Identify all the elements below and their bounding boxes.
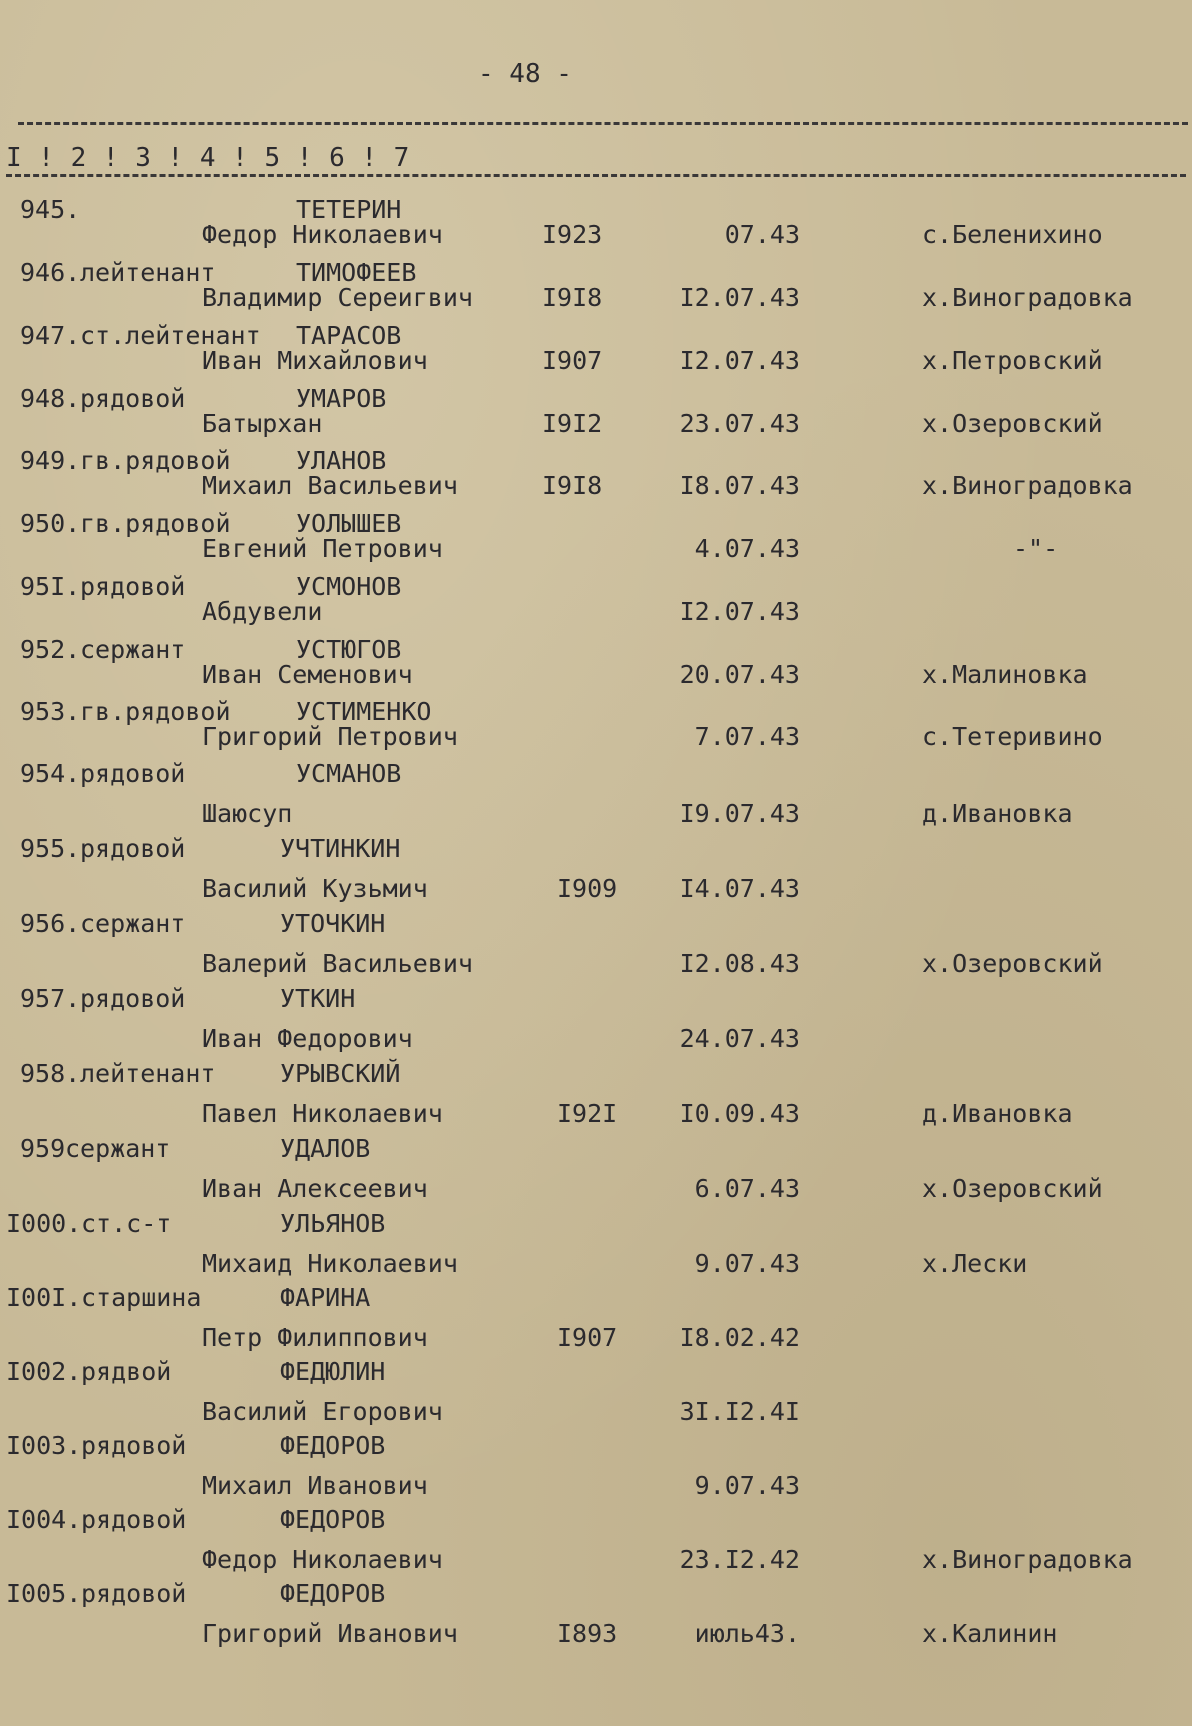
record-number: I00I. <box>6 1283 82 1312</box>
record-rank: рядовой <box>81 1431 187 1460</box>
record-rank: рядовой <box>81 1505 187 1534</box>
record-death-date: I0.09.43 <box>679 1099 800 1128</box>
record-rank: лейтенант <box>80 1059 216 1088</box>
record-surname: УЛАНОВ <box>296 446 387 475</box>
record-rank: рядовой <box>80 759 186 788</box>
record-number: 959 <box>20 1134 66 1163</box>
record-surname: УСМАНОВ <box>296 759 402 788</box>
record-burial-place: х.Виноградовка <box>922 1545 1133 1574</box>
record-burial-place: х.Петровский <box>922 346 1103 375</box>
record-given-name: Михаил Иванович <box>202 1471 428 1500</box>
record-rank: сержант <box>65 1134 171 1163</box>
record-surname: УЧТИНКИН <box>280 834 401 863</box>
record-given-name: Владимир Сереигвич <box>202 283 473 312</box>
header-dashed-rule <box>6 174 1186 177</box>
record-death-date: 24.07.43 <box>679 1024 800 1053</box>
record-number: 946. <box>20 258 81 287</box>
record-surname: УСТЮГОВ <box>296 635 402 664</box>
record-rank: сержант <box>80 909 186 938</box>
record-surname: УДАЛОВ <box>280 1134 371 1163</box>
record-surname: УСМОНОВ <box>296 572 402 601</box>
record-given-name: Петр Филиппович <box>202 1323 428 1352</box>
column-header: I ! 2 ! 3 ! 4 ! 5 ! 6 ! 7 <box>6 143 410 173</box>
record-given-name: Иван Федорович <box>202 1024 413 1053</box>
record-birth-year: I909 <box>557 874 618 903</box>
record-given-name: Иван Михайлович <box>202 346 428 375</box>
record-death-date: I4.07.43 <box>679 874 800 903</box>
record-death-date: 4.07.43 <box>694 534 800 563</box>
record-rank: рядовой <box>81 1579 187 1608</box>
record-surname: УРЫВСКИЙ <box>280 1059 401 1088</box>
record-rank: рядовой <box>80 384 186 413</box>
record-given-name: Григорий Иванович <box>202 1619 458 1648</box>
record-number: 945. <box>20 195 81 224</box>
record-given-name: Павел Николаевич <box>202 1099 443 1128</box>
record-number: I000. <box>6 1209 82 1238</box>
record-number: 953. <box>20 697 81 726</box>
record-given-name: Батырхан <box>202 409 323 438</box>
record-number: I003. <box>6 1431 82 1460</box>
record-death-date: I2.07.43 <box>679 346 800 375</box>
record-rank: ст.лейтенант <box>80 321 261 350</box>
record-rank: рядовой <box>80 984 186 1013</box>
record-surname: УТОЧКИН <box>280 909 386 938</box>
record-rank: рядовой <box>80 572 186 601</box>
record-death-date: I9.07.43 <box>679 799 800 828</box>
record-number: 954. <box>20 759 81 788</box>
record-rank: гв.рядовой <box>80 446 231 475</box>
record-death-date: 07.43 <box>724 220 800 249</box>
record-birth-year: I923 <box>542 220 603 249</box>
record-given-name: Абдувели <box>202 597 323 626</box>
record-death-date: 9.07.43 <box>694 1249 800 1278</box>
record-burial-place: х.Озеровский <box>922 409 1103 438</box>
record-birth-year: I893 <box>557 1619 618 1648</box>
record-number: 956. <box>20 909 81 938</box>
record-birth-year: I907 <box>557 1323 618 1352</box>
record-birth-year: I9I8 <box>542 471 603 500</box>
record-death-date: 23.I2.42 <box>679 1545 800 1574</box>
record-burial-place: х.Виноградовка <box>922 471 1133 500</box>
record-surname: ФЕДОРОВ <box>280 1431 386 1460</box>
record-given-name: Григорий Петрович <box>202 722 458 751</box>
record-surname: ФЕДЮЛИН <box>280 1357 386 1386</box>
record-burial-place: с.Тетеривино <box>922 722 1103 751</box>
record-number: 948. <box>20 384 81 413</box>
record-death-date: 3I.I2.4I <box>679 1397 800 1426</box>
record-burial-place: д.Ивановка <box>922 1099 1073 1128</box>
record-surname: УОЛЫШЕВ <box>296 509 402 538</box>
record-number: 958. <box>20 1059 81 1088</box>
record-surname: ФЕДОРОВ <box>280 1579 386 1608</box>
record-given-name: Иван Семенович <box>202 660 413 689</box>
record-rank: лейтенант <box>80 258 216 287</box>
record-given-name: Евгений Петрович <box>202 534 443 563</box>
record-burial-place: х.Калинин <box>922 1619 1058 1648</box>
record-given-name: Михаил Васильевич <box>202 471 458 500</box>
record-burial-place: -"- <box>1013 534 1059 563</box>
record-death-date: июль43. <box>694 1619 800 1648</box>
record-surname: УСТИМЕНКО <box>296 697 432 726</box>
record-burial-place: х.Виноградовка <box>922 283 1133 312</box>
record-burial-place: х.Озеровский <box>922 949 1103 978</box>
record-rank: сержант <box>80 635 186 664</box>
record-number: 955. <box>20 834 81 863</box>
record-surname: УМАРОВ <box>296 384 387 413</box>
record-death-date: 9.07.43 <box>694 1471 800 1500</box>
record-surname: ФАРИНА <box>280 1283 371 1312</box>
record-death-date: 20.07.43 <box>679 660 800 689</box>
record-burial-place: с.Беленихино <box>922 220 1103 249</box>
record-death-date: I2.07.43 <box>679 283 800 312</box>
record-birth-year: I92I <box>557 1099 618 1128</box>
record-number: I005. <box>6 1579 82 1608</box>
record-death-date: I8.07.43 <box>679 471 800 500</box>
record-burial-place: х.Малиновка <box>922 660 1088 689</box>
record-given-name: Василий Егорович <box>202 1397 443 1426</box>
record-given-name: Федор Николаевич <box>202 220 443 249</box>
record-given-name: Василий Кузьмич <box>202 874 428 903</box>
record-birth-year: I907 <box>542 346 603 375</box>
record-number: I004. <box>6 1505 82 1534</box>
record-rank: ст.с-т <box>81 1209 172 1238</box>
record-rank: гв.рядовой <box>80 509 231 538</box>
record-death-date: I2.08.43 <box>679 949 800 978</box>
record-number: 952. <box>20 635 81 664</box>
record-surname: ТЕТЕРИН <box>296 195 402 224</box>
record-surname: УТКИН <box>280 984 356 1013</box>
record-death-date: I2.07.43 <box>679 597 800 626</box>
record-rank: старшина <box>81 1283 202 1312</box>
record-birth-year: I9I2 <box>542 409 603 438</box>
record-number: 950. <box>20 509 81 538</box>
record-rank: рядовой <box>80 834 186 863</box>
record-given-name: Шаюсуп <box>202 799 293 828</box>
record-given-name: Валерий Васильевич <box>202 949 473 978</box>
record-surname: ТИМОФЕЕВ <box>296 258 417 287</box>
record-number: 947. <box>20 321 81 350</box>
record-given-name: Иван Алексеевич <box>202 1174 428 1203</box>
record-surname: УЛЬЯНОВ <box>280 1209 386 1238</box>
record-burial-place: х.Озеровский <box>922 1174 1103 1203</box>
record-number: 949. <box>20 446 81 475</box>
record-number: 957. <box>20 984 81 1013</box>
record-death-date: I8.02.42 <box>679 1323 800 1352</box>
record-rank: рядвой <box>81 1357 172 1386</box>
page-number: - 48 - <box>478 59 572 89</box>
record-death-date: 23.07.43 <box>679 409 800 438</box>
record-death-date: 7.07.43 <box>694 722 800 751</box>
record-given-name: Михаид Николаевич <box>202 1249 458 1278</box>
record-burial-place: д.Ивановка <box>922 799 1073 828</box>
record-surname: ФЕДОРОВ <box>280 1505 386 1534</box>
record-birth-year: I9I8 <box>542 283 603 312</box>
record-number: I002. <box>6 1357 82 1386</box>
record-death-date: 6.07.43 <box>694 1174 800 1203</box>
record-burial-place: х.Лески <box>922 1249 1028 1278</box>
top-dashed-rule <box>18 122 1188 125</box>
record-number: 95I. <box>20 572 81 601</box>
record-given-name: Федор Николаевич <box>202 1545 443 1574</box>
record-rank: гв.рядовой <box>80 697 231 726</box>
record-surname: ТАРАСОВ <box>296 321 402 350</box>
